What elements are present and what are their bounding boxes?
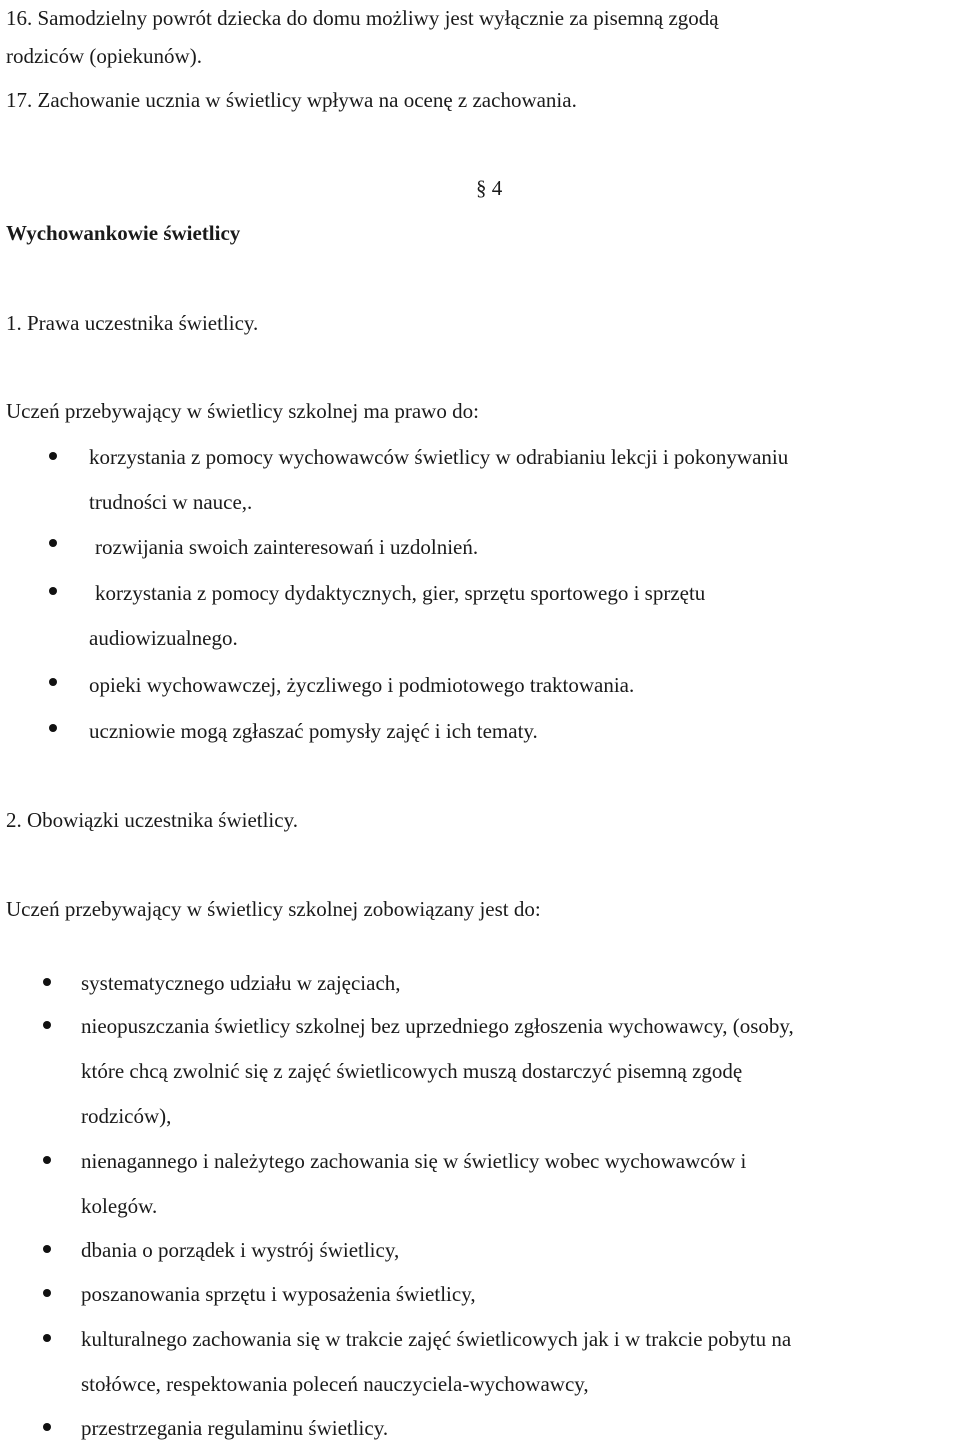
bullet-icon [43,1156,51,1164]
bullet-icon [43,1245,51,1253]
list-item-line: rozwijania swoich zainteresowań i uzdolnień. [95,535,479,559]
paragraph-17: 17. Zachowanie ucznia w świetlicy wpływa na ocenę z zachowania. [6,88,577,112]
list-item-line: przestrzegania regulaminu świetlicy. [81,1416,389,1440]
rights-lead: Uczeń przebywający w świetlicy szkolnej ma prawo do: [6,399,479,423]
list-item-line: korzystania z pomocy wychowawców świetlicy w odrabianiu lekcji i pokonywaniu [89,445,789,469]
bullet-icon [43,978,51,986]
list-item-line: korzystania z pomocy dydaktycznych, gier, sprzętu sportowego i sprzętu [95,581,706,605]
bullet-icon [49,587,57,595]
list-item-line: rodziców), [81,1104,172,1128]
section-mark: § 4 [476,176,503,200]
rights-title: 1. Prawa uczestnika świetlicy. [6,311,259,335]
list-item-line: kolegów. [81,1194,158,1218]
list-item-line: nieopuszczania świetlicy szkolnej bez uprzedniego zgłoszenia wychowawcy, (osoby, [81,1014,794,1038]
list-item-line: opieki wychowawczej, życzliwego i podmiotowego traktowania. [89,673,635,697]
list-item-line: które chcą zwolnić się z zajęć świetlicowych muszą dostarczyć pisemną zgodę [81,1059,743,1083]
bullet-icon [49,724,57,732]
list-item-line: audiowizualnego. [89,626,238,650]
bullet-icon [43,1289,51,1297]
bullet-icon [49,539,57,547]
bullet-icon [43,1021,51,1029]
duties-title: 2. Obowiązki uczestnika świetlicy. [6,808,298,832]
bullet-icon [49,452,57,460]
list-item-line: poszanowania sprzętu i wyposażenia świetlicy, [81,1282,476,1306]
section-heading: Wychowankowie świetlicy [6,221,241,245]
list-item-line: trudności w nauce,. [89,490,253,514]
list-item-line: stołówce, respektowania poleceń nauczyciela-wychowawcy, [81,1372,589,1396]
duties-lead: Uczeń przebywający w świetlicy szkolnej zobowiązany jest do: [6,897,541,921]
list-item-line: nienagannego i należytego zachowania się w świetlicy wobec wychowawców i [81,1149,747,1173]
list-item-line: systematycznego udziału w zajęciach, [81,971,401,995]
list-item-line: uczniowie mogą zgłaszać pomysły zajęć i ich tematy. [89,719,538,743]
bullet-icon [43,1423,51,1431]
paragraph-16-line-2: rodziców (opiekunów). [6,44,202,68]
list-item-line: dbania o porządek i wystrój świetlicy, [81,1238,400,1262]
bullet-icon [43,1334,51,1342]
list-item-line: kulturalnego zachowania się w trakcie zajęć świetlicowych jak i w trakcie pobytu na [81,1327,792,1351]
bullet-icon [49,678,57,686]
paragraph-16-line-1: 16. Samodzielny powrót dziecka do domu możliwy jest wyłącznie za pisemną zgodą [6,6,719,30]
